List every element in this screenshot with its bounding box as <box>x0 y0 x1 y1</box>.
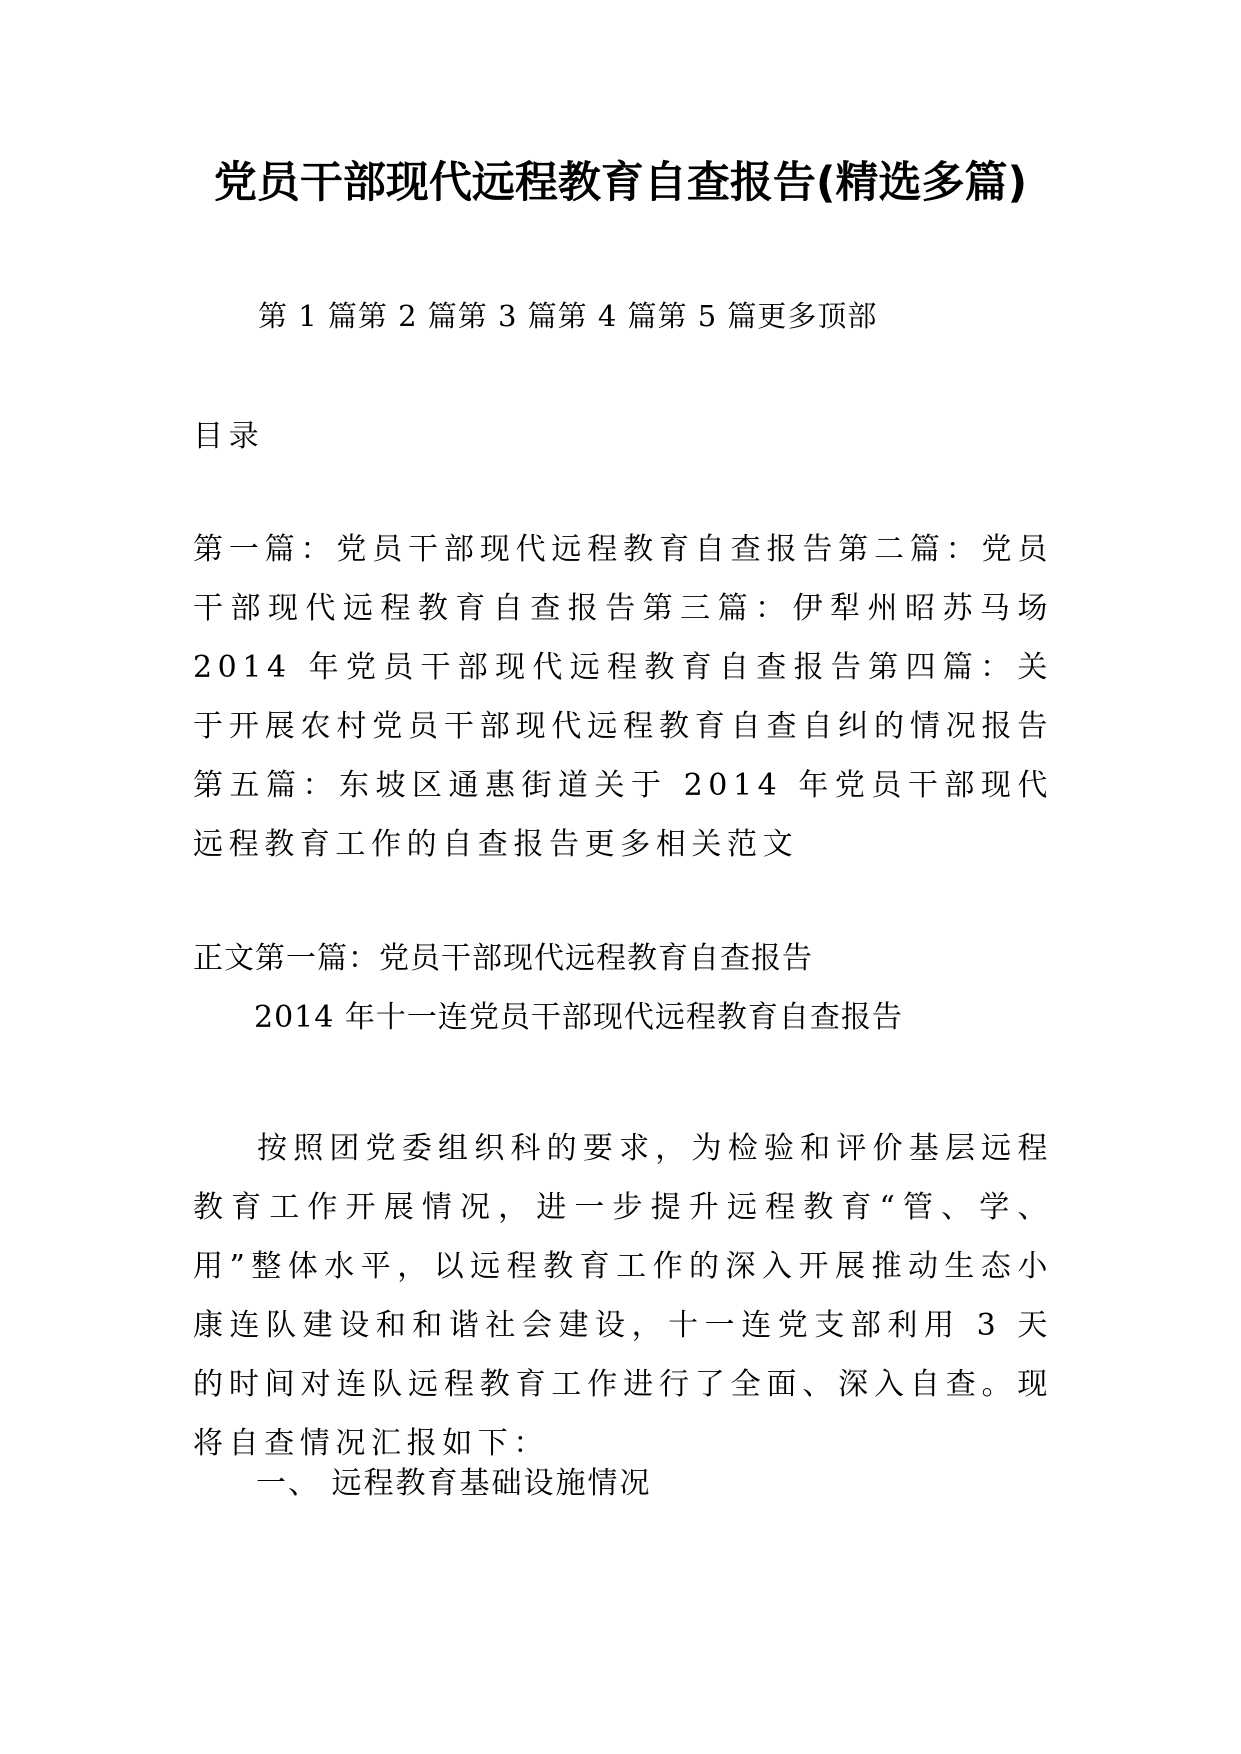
document-title: 党员干部现代远程教育自查报告(精选多篇) <box>213 158 1028 208</box>
toc-label: 目录 <box>193 419 265 454</box>
chapter-navigation: 第 1 篇第 2 篇第 3 篇第 4 篇第 5 篇更多顶部 <box>258 299 878 333</box>
section-heading-one: 一、 远程教育基础设施情况 <box>256 1466 652 1501</box>
intro-paragraph: 按照团党委组织科的要求，为检验和评价基层远程教育工作开展情况，进一步提升远程教育“管、学、用”整体水平，以远程教育工作的深入开展推动生态小康连队建设和和谐社会建设，十一连党支部利用 3 天的时间对连队远程教育工作进行了全面、深入自查。现将自查情况汇报如下： <box>193 1131 1053 1461</box>
toc-list: 第一篇：党员干部现代远程教育自查报告第二篇：党员干部现代远程教育自查报告第三篇：伊犁州昭苏马场 2014 年党员干部现代远程教育自查报告第四篇：关于开展农村党员干部现代远程教育自查自纠的情况报告第五篇：东坡区通惠街道关于 2014 年党员干部现代远程教育工作的自查报告更多相关范文 <box>193 532 1053 862</box>
main-body-heading: 正文第一篇：党员干部现代远程教育自查报告 <box>193 941 813 976</box>
report-subheading: 2014 年十一连党员干部现代远程教育自查报告 <box>254 1000 903 1035</box>
